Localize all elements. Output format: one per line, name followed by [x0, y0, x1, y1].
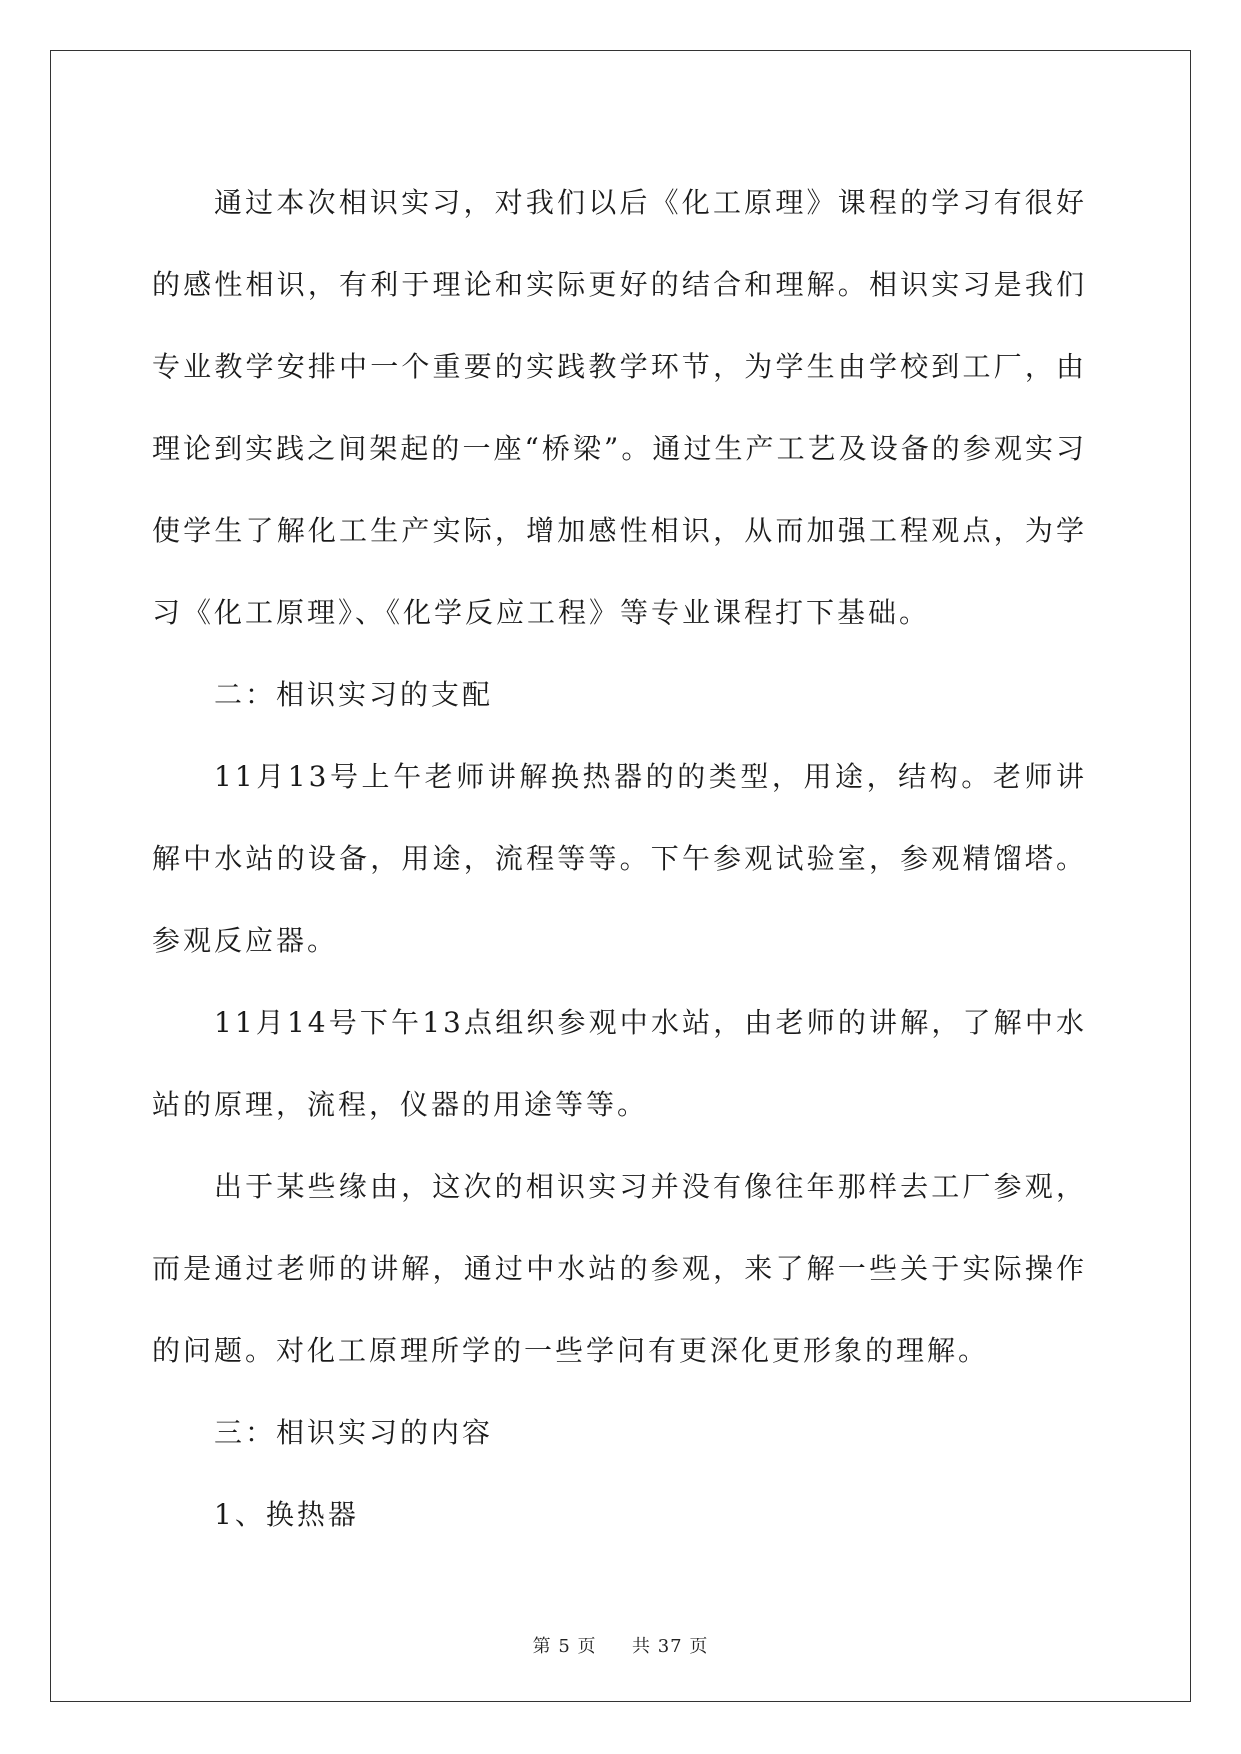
- subsection-heading-heat-exchanger: 1、换热器: [214, 1498, 359, 1531]
- paragraph-nov-13: 11月13号上午老师讲解换热器的的类型，用途，结构。老师讲解中水站的设备，用途，流程等等。下午参观试验室，参观精馏塔。参观反应器。: [152, 760, 1087, 957]
- section-heading-content: 三：相识实习的内容: [214, 1416, 494, 1449]
- page-number: 第 5 页: [532, 1636, 597, 1657]
- paragraph-intro: 通过本次相识实习，对我们以后《化工原理》课程的学习有很好的感性相识，有利于理论和实际更好的结合和理解。相识实习是我们专业教学安排中一个重要的实践教学环节，为学生由学校到工厂，由理论到实践之间架起的一座“桥梁”。通过生产工艺及设备的参观实习使学生了解化工生产实际，增加感性相识，从而加强工程观点，为学习《化工原理》、《化学反应工程》等专业课程打下基础。: [152, 186, 1087, 629]
- document-body: [152, 162, 1087, 1556]
- paragraph-nov-14: 11月14号下午13点组织参观中水站，由老师的讲解，了解中水站的原理，流程，仪器的用途等等。: [152, 1006, 1087, 1121]
- paragraph-reason: 出于某些缘由，这次的相识实习并没有像往年那样去工厂参观，而是通过老师的讲解，通过中水站的参观，来了解一些关于实际操作的问题。对化工原理所学的一些学问有更深化更形象的理解。: [152, 1170, 1087, 1367]
- page-total: 共 37 页: [632, 1636, 709, 1657]
- page-footer: [0, 1632, 1241, 1658]
- section-heading-arrangement: 二：相识实习的支配: [214, 678, 494, 711]
